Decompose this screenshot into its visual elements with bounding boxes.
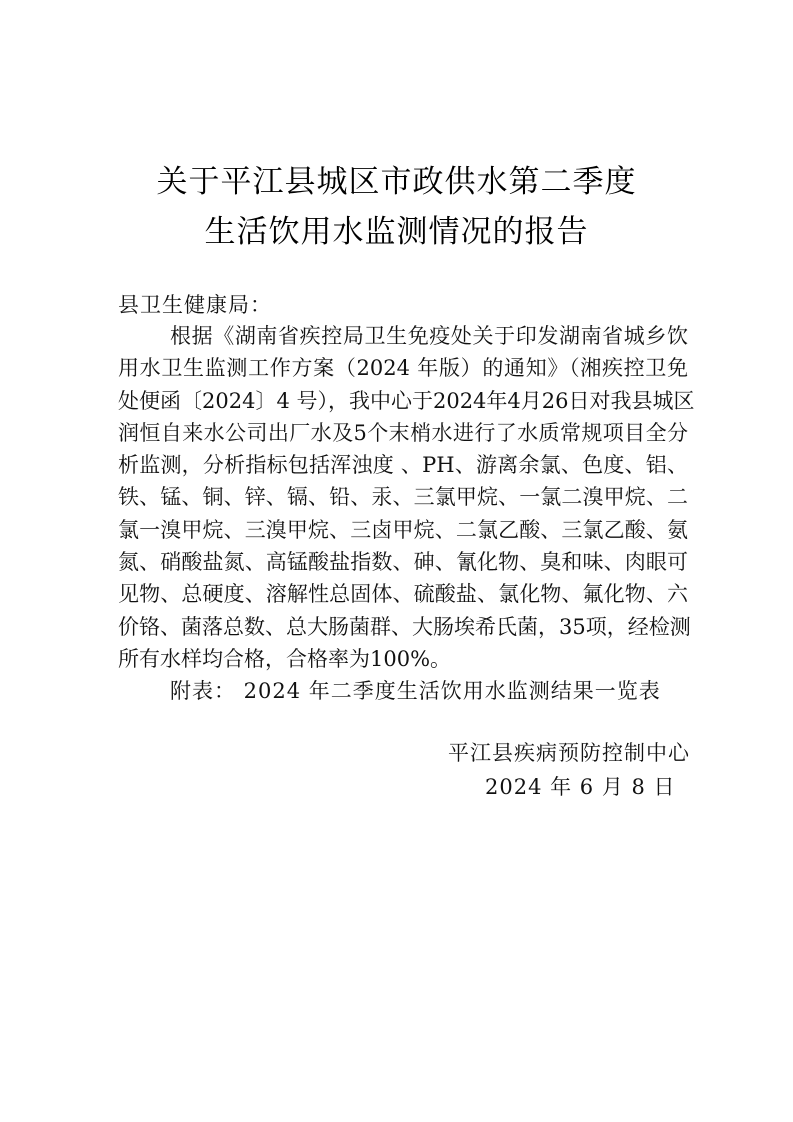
addressee: 县卫生健康局： <box>118 293 272 317</box>
signature-date: 2024 年 6 月 8 日 <box>485 775 676 799</box>
signature-organization: 平江县疾病预防控制中心 <box>448 741 690 765</box>
body-line: 处便函〔2024〕4 号），我中心于2024年4月26日对我县城区 <box>118 388 695 413</box>
report-body-paragraph <box>118 320 695 675</box>
body-line: 润恒自来水公司出厂水及5个末梢水进行了水质常规项目全分 <box>118 420 688 445</box>
document-title-line-2: 生活饮用水监测情况的报告 <box>204 214 589 250</box>
body-line: 析监测，分析指标包括浑浊度 、PH、游离余氯、色度、铝、 <box>118 453 688 478</box>
body-line: 价铬、菌落总数、总大肠菌群、大肠埃希氏菌，35项，经检测 <box>118 614 691 639</box>
body-line: 见物、总硬度、溶解性总固体、硫酸盐、氯化物、氟化物、六 <box>118 582 688 607</box>
body-line: 铁、锰、铜、锌、镉、铅、汞、三氯甲烷、一氯二溴甲烷、二 <box>118 485 688 510</box>
body-line: 氮、硝酸盐氮、高锰酸盐指数、砷、氰化物、臭和味、肉眼可 <box>118 550 688 575</box>
document-title-line-1: 关于平江县城区市政供水第二季度 <box>156 164 637 200</box>
body-line: 根据《湖南省疾控局卫生免疫处关于印发湖南省城乡饮 <box>170 324 688 348</box>
body-line: 氯一溴甲烷、三溴甲烷、三卤甲烷、二氯乙酸、三氯乙酸、氨 <box>118 517 688 542</box>
body-line: 所有水样均合格，合格率为100%。 <box>118 646 452 671</box>
body-line: 用水卫生监测工作方案（2024 年版）的通知》（湘疾控卫免 <box>118 356 688 381</box>
appendix-note: 附表： 2024 年二季度生活饮用水监测结果一览表 <box>170 679 661 703</box>
